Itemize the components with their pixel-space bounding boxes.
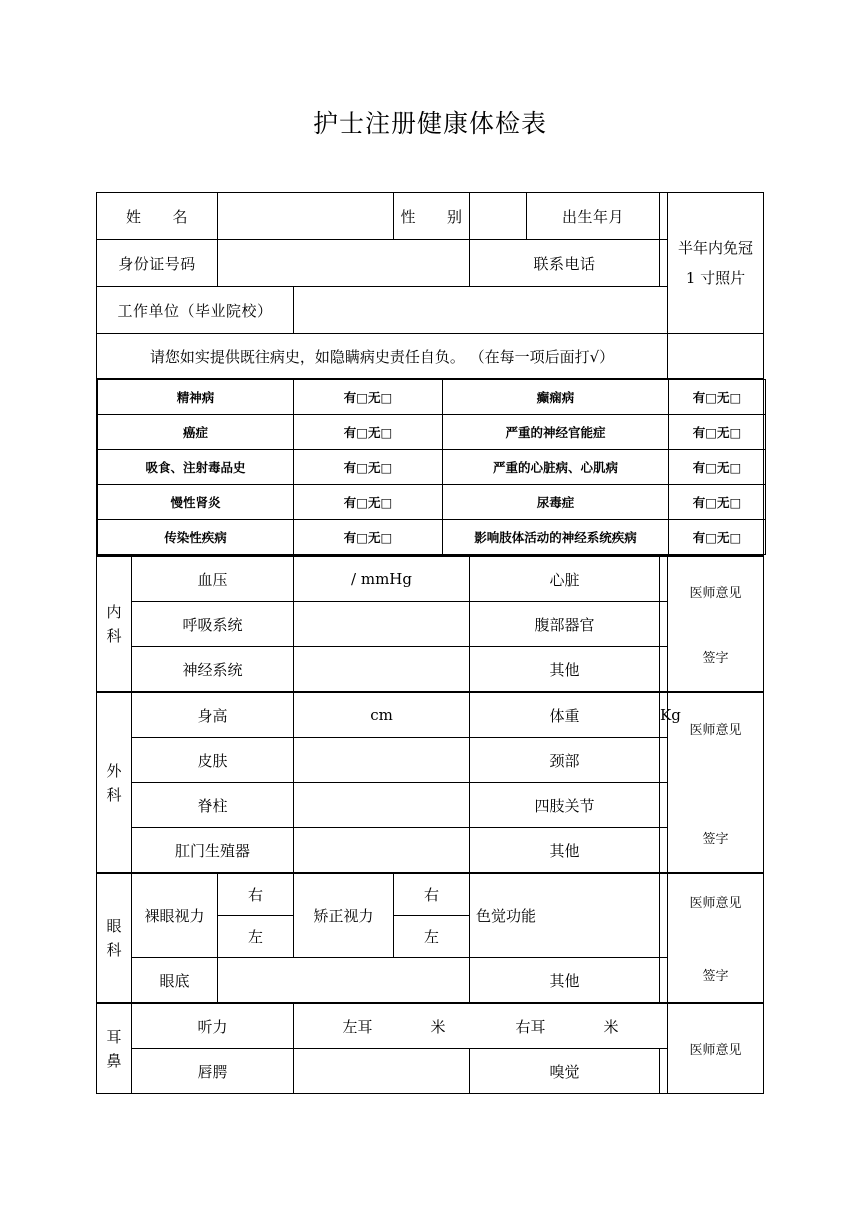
naked-vision-label: 裸眼视力	[132, 873, 218, 958]
disease-label: 影响肢体活动的神经系统疾病	[443, 520, 669, 555]
disease-checkbox-group[interactable]: 有□无□	[669, 450, 766, 485]
naked-vision-left-label: 左	[218, 916, 294, 958]
weight-label: 体重	[470, 692, 660, 738]
table-row-id	[97, 240, 764, 287]
hearing-right-unit: 米	[603, 1017, 619, 1036]
neck-label: 颈部	[470, 738, 660, 783]
table-row-internal-resp	[97, 602, 764, 647]
photo-line-2: 1 寸照片	[685, 269, 746, 287]
corrected-vision-right-label: 右	[394, 873, 470, 916]
skin-value[interactable]	[294, 738, 470, 783]
fundus-value[interactable]	[218, 958, 470, 1004]
surgery-other-label: 其他	[470, 828, 660, 874]
photo-placeholder	[668, 193, 764, 334]
limbs-joints-label: 四肢关节	[470, 783, 660, 828]
hearing-label: 听力	[132, 1003, 294, 1049]
opinion-label: 医师意见	[689, 586, 742, 601]
photo-spacer	[668, 334, 764, 379]
birth-label: 出生年月	[527, 193, 660, 240]
name-field[interactable]	[218, 193, 394, 240]
hearing-value[interactable]	[294, 1003, 668, 1049]
disease-label: 慢性肾炎	[98, 485, 294, 520]
signature-label: 签字	[702, 969, 729, 984]
disease-checkbox-group[interactable]: 有□无□	[669, 485, 766, 520]
internal-opinion-cell[interactable]	[668, 556, 764, 692]
section-label-char-2: 科	[106, 627, 122, 645]
disease-history-table	[97, 379, 766, 555]
opinion-label: 医师意见	[689, 722, 742, 738]
phone-label: 联系电话	[470, 240, 660, 287]
table-row-surgery-spine	[97, 783, 764, 828]
section-label-char-2: 鼻	[106, 1051, 122, 1070]
section-label-char-1: 耳	[106, 1027, 122, 1046]
gender-label: 性 别	[394, 193, 470, 240]
disease-label: 尿毒症	[443, 485, 669, 520]
workplace-field[interactable]	[294, 287, 668, 334]
section-label-surgery	[97, 692, 132, 873]
nervous-system-label: 神经系统	[132, 647, 294, 693]
table-row-internal-nerve	[97, 647, 764, 693]
phone-field[interactable]	[660, 240, 668, 287]
section-label-char-2: 科	[106, 941, 122, 959]
disease-checkbox-group[interactable]: 有□无□	[669, 415, 766, 450]
disease-checkbox-group[interactable]: 有□无□	[294, 380, 443, 415]
eye-other-value[interactable]	[660, 958, 668, 1004]
neck-value[interactable]	[660, 738, 668, 783]
disease-checkbox-group[interactable]: 有□无□	[669, 380, 766, 415]
page-title: 护士注册健康体检表	[312, 109, 547, 138]
anus-genital-value[interactable]	[294, 828, 470, 874]
smell-label: 嗅觉	[470, 1049, 660, 1094]
eye-other-label: 其他	[470, 958, 660, 1004]
disease-label: 癫痫病	[443, 380, 669, 415]
section-label-char-1: 内	[106, 603, 122, 621]
disease-label: 吸食、注射毒品史	[98, 450, 294, 485]
section-label-char-1: 外	[106, 761, 122, 780]
abdomen-value[interactable]	[660, 602, 668, 647]
health-examination-form	[96, 192, 764, 1094]
internal-other-label: 其他	[470, 647, 660, 693]
disease-label: 严重的心脏病、心肌病	[443, 450, 669, 485]
opinion-label: 医师意见	[689, 896, 742, 911]
section-label-char-1: 眼	[106, 917, 122, 935]
table-row-notice	[97, 334, 764, 379]
table-row-surgery-anus	[97, 828, 764, 874]
heart-value[interactable]	[660, 556, 668, 602]
birth-field[interactable]	[660, 193, 668, 240]
spine-label: 脊柱	[132, 783, 294, 828]
naked-vision-right-label: 右	[218, 873, 294, 916]
corrected-vision-left-label: 左	[394, 916, 470, 958]
history-notice: 请您如实提供既往病史，如隐瞒病史责任自负。 （在每一项后面打√）	[97, 334, 668, 379]
surgery-opinion-cell[interactable]	[668, 692, 764, 873]
workplace-label: 工作单位（毕业院校）	[97, 287, 294, 334]
table-row-workplace	[97, 287, 764, 334]
disease-label: 癌症	[98, 415, 294, 450]
weight-value[interactable]: Kg	[660, 692, 668, 738]
abdomen-label: 腹部器官	[470, 602, 660, 647]
table-row-disease-history	[97, 379, 764, 557]
list-item	[98, 485, 766, 520]
lip-palate-value[interactable]	[294, 1049, 470, 1094]
anus-genital-label: 肛门生殖器	[132, 828, 294, 874]
signature-label: 签字	[702, 831, 729, 847]
disease-checkbox-group[interactable]: 有□无□	[294, 520, 443, 555]
color-vision-value[interactable]	[660, 873, 668, 958]
ent-opinion-cell[interactable]	[668, 1003, 764, 1094]
table-row-eye-vision-right	[97, 873, 764, 916]
opinion-label: 医师意见	[689, 1043, 742, 1058]
table-row-name	[97, 193, 764, 240]
section-label-internal	[97, 556, 132, 692]
hearing-right-ear-label: 右耳	[515, 1017, 546, 1036]
bp-label: 血压	[132, 556, 294, 602]
name-label: 姓 名	[97, 193, 218, 240]
gender-field[interactable]	[470, 193, 527, 240]
respiratory-label: 呼吸系统	[132, 602, 294, 647]
limbs-joints-value[interactable]	[660, 783, 668, 828]
heart-label: 心脏	[470, 556, 660, 602]
disease-checkbox-group[interactable]: 有□无□	[669, 520, 766, 555]
id-field[interactable]	[218, 240, 470, 287]
hearing-left-ear-label: 左耳	[342, 1017, 373, 1036]
skin-label: 皮肤	[132, 738, 294, 783]
id-label: 身份证号码	[97, 240, 218, 287]
disease-label: 严重的神经官能症	[443, 415, 669, 450]
bp-value[interactable]: / mmHg	[294, 556, 470, 602]
disease-history-block	[97, 379, 764, 557]
table-row-ent-lip	[97, 1049, 764, 1094]
height-value[interactable]: cm	[294, 692, 470, 738]
table-row-surgery-skin	[97, 738, 764, 783]
nervous-system-value[interactable]	[294, 647, 470, 693]
surgery-other-value[interactable]	[660, 828, 668, 874]
height-label: 身高	[132, 692, 294, 738]
hearing-left-unit: 米	[430, 1017, 446, 1036]
list-item	[98, 415, 766, 450]
list-item	[98, 450, 766, 485]
smell-value[interactable]	[660, 1049, 668, 1094]
disease-label: 传染性疾病	[98, 520, 294, 555]
eye-opinion-cell[interactable]	[668, 873, 764, 1003]
spine-value[interactable]	[294, 783, 470, 828]
disease-checkbox-group[interactable]: 有□无□	[294, 415, 443, 450]
table-row-surgery-height	[97, 692, 764, 738]
respiratory-value[interactable]	[294, 602, 470, 647]
lip-palate-label: 唇腭	[132, 1049, 294, 1094]
list-item	[98, 520, 766, 555]
signature-label: 签字	[702, 651, 729, 666]
fundus-label: 眼底	[132, 958, 218, 1004]
internal-other-value[interactable]	[660, 647, 668, 693]
section-label-eye	[97, 873, 132, 1003]
corrected-vision-label: 矫正视力	[294, 873, 394, 958]
list-item	[98, 380, 766, 415]
disease-checkbox-group[interactable]: 有□无□	[294, 450, 443, 485]
table-row-ent-hearing	[97, 1003, 764, 1049]
disease-label: 精神病	[98, 380, 294, 415]
table-row-internal-bp	[97, 556, 764, 602]
photo-line-1: 半年内免冠	[678, 239, 754, 257]
table-row-eye-fundus	[97, 958, 764, 1004]
disease-checkbox-group[interactable]: 有□无□	[294, 485, 443, 520]
color-vision-label: 色觉功能	[470, 873, 660, 958]
section-label-char-2: 科	[106, 785, 122, 804]
section-label-ent	[97, 1003, 132, 1094]
